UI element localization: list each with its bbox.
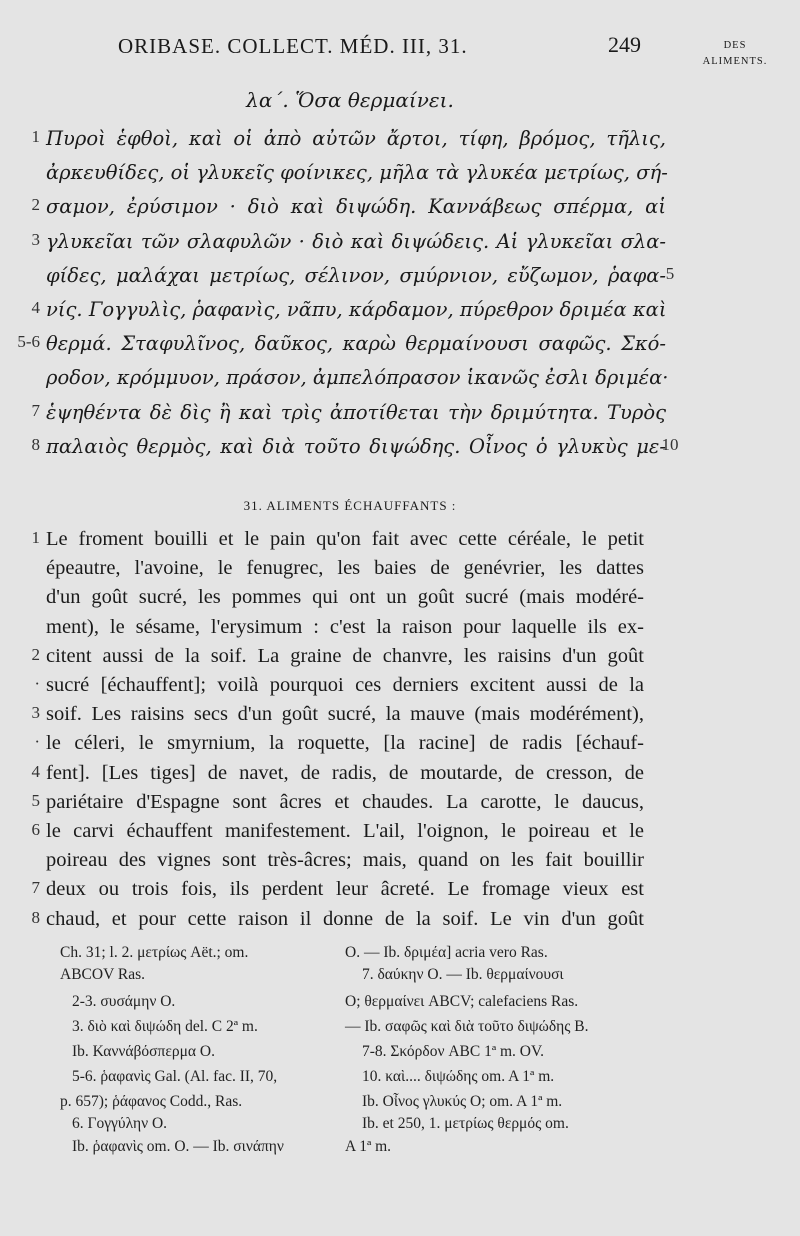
greek-line xyxy=(0,298,800,332)
verse-number: 5 xyxy=(665,263,675,283)
note-left: 2-3. συσάμην O. xyxy=(72,993,176,1010)
greek-line xyxy=(0,366,800,400)
chapter-title-french: 31. ALIMENTS ÉCHAUFFANTS : xyxy=(243,498,457,513)
note-left: ABCOV Ras. xyxy=(60,966,145,983)
line-text: ἀρκευθίδες, οἱ γλυκεῖς φοίνικες, μῆλα τὰ γλυκέα μετρίως, σή- xyxy=(46,161,668,185)
line-number: 2 xyxy=(31,644,40,664)
note-left: Ib. Καννάβόσπερμα O. xyxy=(72,1043,215,1060)
note-left: Ch. 31; l. 2. μετρίως Aët.; om. xyxy=(60,944,249,961)
note-right: 7. δαύκην O. — Ib. θερμαίνουσι xyxy=(362,966,564,983)
line-number: 8 xyxy=(31,434,40,454)
line-number: 7 xyxy=(31,878,40,898)
running-header xyxy=(118,34,678,60)
line-text: γλυκεῖαι τῶν σλαφυλῶν · διὸ καὶ διψώδεις. Αἱ γλυκεῖαι σλα- xyxy=(46,229,666,253)
line-text: deux ou trois fois, ils perdent leur âcreté. Le fromage vieux est xyxy=(46,878,644,901)
running-title: ORIBASE. COLLECT. MÉD. III, 31. xyxy=(118,34,468,58)
greek-line xyxy=(0,230,800,264)
verse-number: 10 xyxy=(661,434,679,454)
margin-side-note: DES ALIMENTS. xyxy=(702,40,768,67)
note-right: O; θερμαίνει ABCV; calefaciens Ras. xyxy=(345,993,579,1010)
line-text: chaud, et pour cette raison il donne de la soif. Le vin d'un goût xyxy=(46,907,644,930)
note-left: p. 657); ῥάφανος Codd., Ras. xyxy=(60,1093,243,1110)
line-number: 5-6 xyxy=(17,332,40,352)
line-text: pariétaire d'Espagne sont âcres et chaudes. La carotte, le daucus, xyxy=(46,790,644,813)
greek-line xyxy=(0,401,800,435)
line-text: ment), le sésame, l'erysimum : c'est la raison pour laquelle ils ex- xyxy=(46,615,644,638)
line-number: 2 xyxy=(31,195,40,215)
note-right: 10. καὶ.... διψώδης om. A 1ª m. xyxy=(362,1068,555,1085)
line-number: 1 xyxy=(31,127,40,146)
line-text: φίδες, μαλάχαι μετρίως, σέλινον, σμύρνιον, εὔζωμον, ῥαφα- xyxy=(46,263,666,287)
line-text: Le froment bouilli et le pain qu'on fait avec cette céréale, le petit xyxy=(46,528,644,550)
greek-line xyxy=(0,195,800,229)
greek-line xyxy=(0,264,800,298)
line-number: 3 xyxy=(31,229,40,249)
line-number: 8 xyxy=(31,907,40,927)
note-left: 5-6. ῥαφανὶς Gal. (Al. fac. II, 70, xyxy=(72,1068,278,1085)
line-number: 1 xyxy=(31,528,40,547)
chapter-title-greek: λα΄. Ὅσα θερμαίνει. xyxy=(246,88,454,112)
line-text: fent]. [Les tiges] de navet, de radis, de moutarde, de cresson, de xyxy=(46,761,644,784)
line-number: · xyxy=(34,674,40,693)
greek-line xyxy=(0,435,800,469)
note-right: 7-8. Σκόρδον ABC 1ª m. OV. xyxy=(362,1043,545,1060)
french-line xyxy=(0,908,800,942)
line-text: épeautre, l'avoine, le fenugrec, les baies de genévrier, les dattes xyxy=(46,557,644,580)
note-left: Ib. ῥαφανὶς om. O. — Ib. σινάπην xyxy=(72,1138,284,1155)
greek-line xyxy=(0,127,800,161)
greek-line xyxy=(0,332,800,366)
line-number: 5 xyxy=(31,790,40,810)
critical-apparatus xyxy=(0,944,800,1164)
line-number: · xyxy=(34,732,40,752)
greek-line xyxy=(0,161,800,195)
line-text: soif. Les raisins secs d'un goût sucré, la mauve (mais modérément), xyxy=(46,703,644,726)
note-right: A 1ª m. xyxy=(345,1138,392,1155)
line-text: ροδον, κρόμμυον, πράσον, ἀμπελόπρασον ἱκανῶς ἐσλι δριμέα· xyxy=(46,366,669,390)
line-text: sucré [échauffent]; voilà pourquoi ces derniers excitent aussi de la xyxy=(46,674,644,696)
note-left: 6. Γογγύλην O. xyxy=(72,1115,168,1132)
line-text: παλαιὸς θερμὸς, καὶ διὰ τοῦτο διψώδης. Οἶνος ὁ γλυκὺς με- xyxy=(46,434,666,458)
page-number: 249 xyxy=(608,32,641,57)
note-right: Ib. Οἶνος γλυκύς O; om. A 1ª m. xyxy=(362,1093,563,1110)
line-text: citent aussi de la soif. La graine de chanvre, les raisins d'un goût xyxy=(46,644,644,667)
line-text: σαμον, ἐρύσιμον · διὸ καὶ διψώδη. Καννάβεως σπέρμα, αἱ xyxy=(46,195,666,219)
line-number: 7 xyxy=(31,400,40,420)
note-left: 3. διὸ καὶ διψώδη del. C 2ª m. xyxy=(72,1018,258,1035)
note-right: O. — Ib. δριμέα] acria vero Ras. xyxy=(345,944,548,961)
line-text: θερμά. Σταφυλῖνος, δαῦκος, καρὼ θερμαίνουσι σαφῶς. Σκό- xyxy=(46,332,666,356)
line-text: poireau des vignes sont très-âcres; mais, quand on les fait bouillir xyxy=(46,849,644,872)
line-text: Πυροὶ ἑφθοὶ, καὶ οἱ ἀπὸ αὐτῶν ἄρτοι, τίφη, βρόμος, τῆλις, xyxy=(46,127,666,150)
line-number: 3 xyxy=(31,703,40,723)
line-number: 4 xyxy=(31,298,40,317)
line-number: 6 xyxy=(31,820,40,839)
line-text: le céleri, le smyrnium, la roquette, [la racine] de radis [échauf- xyxy=(46,732,644,755)
note-right: — Ib. σαφῶς καὶ διὰ τοῦτο διψώδης B. xyxy=(345,1018,589,1035)
line-number: 4 xyxy=(31,761,40,781)
line-text: ἑψηθέντα δὲ δὶς ἢ καὶ τρὶς ἀποτίθεται τὴν δριμύτητα. Τυρὸς xyxy=(46,400,666,424)
note-right: Ib. et 250, 1. μετρίως θερμός om. xyxy=(362,1115,569,1132)
line-text: νίς. Γογγυλὶς, ῥαφανὶς, νᾶπυ, κάρδαμον, πύρεθρον δριμέα καὶ xyxy=(46,298,667,321)
line-text: d'un goût sucré, les pommes qui ont un goût sucré (mais modéré- xyxy=(46,586,644,609)
line-text: le carvi échauffent manifestement. L'ail, l'oignon, le poireau et le xyxy=(46,820,644,842)
